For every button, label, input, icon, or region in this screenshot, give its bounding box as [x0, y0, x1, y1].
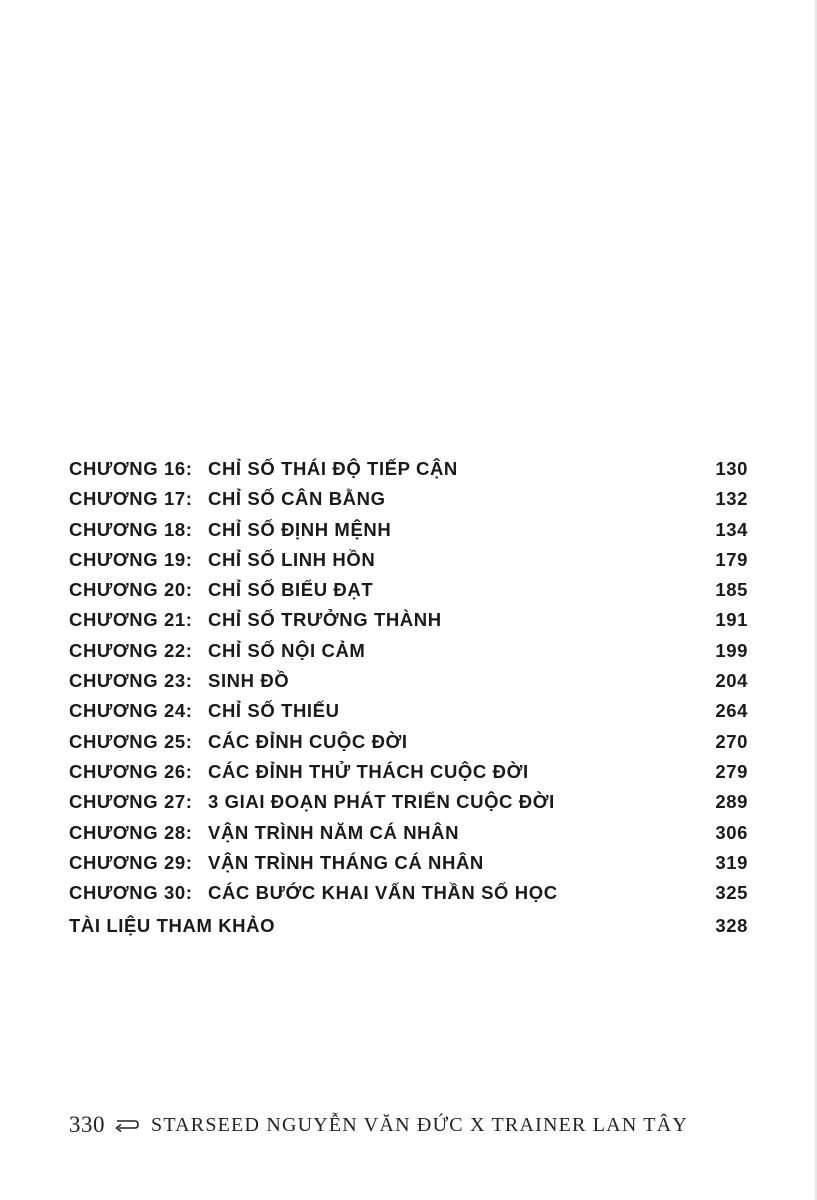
toc-chapter-title: CÁC BƯỚC KHAI VẤN THẦN SỐ HỌC [208, 882, 558, 904]
toc-entry-25[interactable] [69, 727, 748, 757]
footer-page-number: 330 [69, 1112, 105, 1137]
page-footer [69, 1108, 688, 1142]
toc-chapter-title: 3 GIAI ĐOẠN PHÁT TRIỂN CUỘC ĐỜI [208, 791, 555, 813]
toc-chapter-title: VẬN TRÌNH THÁNG CÁ NHÂN [208, 851, 484, 873]
toc-entry-20[interactable] [69, 575, 748, 605]
toc-page-number: 279 [715, 760, 748, 782]
footer-credit: STARSEED NGUYỄN VĂN ĐỨC X TRAINER LAN TÂY [151, 1113, 689, 1136]
toc-chapter-title: CHỈ SỐ ĐỊNH MỆNH [208, 518, 392, 540]
toc-page-number: 306 [715, 821, 748, 843]
toc-chapter-label: CHƯƠNG 24: [69, 700, 193, 722]
toc-entry-17[interactable] [69, 484, 748, 514]
toc-chapter-label: CHƯƠNG 20: [69, 579, 193, 601]
toc-page-number: 270 [715, 730, 748, 752]
toc-page-number: 289 [715, 791, 748, 813]
toc-entry-27[interactable] [69, 787, 748, 817]
toc-chapter-label: CHƯƠNG 26: [69, 760, 193, 782]
toc-chapter-title: CÁC ĐỈNH CUỘC ĐỜI [208, 730, 408, 752]
toc-page-number: 185 [715, 579, 748, 601]
toc-chapter-label: CHƯƠNG 23: [69, 670, 193, 692]
toc-chapter-title: CHỈ SỐ TRƯỞNG THÀNH [208, 609, 442, 631]
toc-chapter-label: CHƯƠNG 16: [69, 458, 193, 479]
toc-chapter-title: CHỈ SỐ CÂN BẰNG [208, 488, 386, 510]
toc-page-number: 191 [715, 609, 748, 631]
toc-chapter-label: CHƯƠNG 27: [69, 791, 193, 813]
toc-entry-30[interactable] [69, 878, 748, 908]
toc-chapter-label: CHƯƠNG 21: [69, 609, 193, 631]
toc-chapter-title: CÁC ĐỈNH THỬ THÁCH CUỘC ĐỜI [208, 760, 529, 782]
toc-chapter-title: CHỈ SỐ NỘI CẢM [208, 639, 366, 661]
toc-references-title: TÀI LIỆU THAM KHẢO [69, 915, 276, 937]
toc-page-number: 264 [715, 700, 748, 722]
toc-page-number: 204 [715, 670, 748, 692]
toc-entry-28[interactable] [69, 818, 748, 848]
toc-page-number: 319 [715, 851, 748, 873]
toc-chapter-label: CHƯƠNG 22: [69, 639, 193, 661]
toc-entry-19[interactable] [69, 545, 748, 575]
toc-entry-24[interactable] [69, 696, 748, 726]
toc-page-number: 179 [715, 548, 748, 570]
toc-chapter-label: CHƯƠNG 29: [69, 851, 193, 873]
toc-entry-23[interactable] [69, 666, 748, 696]
table-of-contents [69, 454, 748, 942]
toc-entry-18[interactable] [69, 515, 748, 545]
toc-page-number: 130 [715, 458, 748, 479]
toc-chapter-title: SINH ĐỒ [208, 670, 290, 692]
toc-chapter-title: CHỈ SỐ THÁI ĐỘ TIẾP CẬN [208, 458, 458, 479]
toc-entry-22[interactable] [69, 636, 748, 666]
toc-chapter-title: CHỈ SỐ BIỂU ĐẠT [208, 579, 374, 601]
toc-page-number: 199 [715, 639, 748, 661]
toc-chapter-label: CHƯƠNG 30: [69, 882, 193, 904]
toc-chapter-label: CHƯƠNG 17: [69, 488, 193, 510]
toc-chapter-title: CHỈ SỐ LINH HỒN [208, 548, 376, 570]
toc-chapter-label: CHƯƠNG 28: [69, 821, 193, 843]
toc-page-number: 132 [715, 488, 748, 510]
toc-chapter-label: CHƯƠNG 18: [69, 518, 193, 540]
toc-entry-21[interactable] [69, 605, 748, 635]
toc-chapter-title: VẬN TRÌNH NĂM CÁ NHÂN [208, 821, 460, 843]
toc-page-number: 328 [715, 915, 748, 937]
toc-page-number: 325 [715, 882, 748, 904]
toc-entry-16[interactable] [69, 454, 748, 484]
hook-arrow-left-icon [113, 1116, 141, 1134]
toc-chapter-label: CHƯƠNG 19: [69, 548, 193, 570]
toc-chapter-label: CHƯƠNG 25: [69, 730, 193, 752]
toc-chapter-title: CHỈ SỐ THIẾU [208, 700, 340, 722]
toc-entry-26[interactable] [69, 757, 748, 787]
toc-entry-references[interactable] [69, 911, 748, 941]
toc-page-number: 134 [715, 518, 748, 540]
toc-entry-29[interactable] [69, 848, 748, 878]
